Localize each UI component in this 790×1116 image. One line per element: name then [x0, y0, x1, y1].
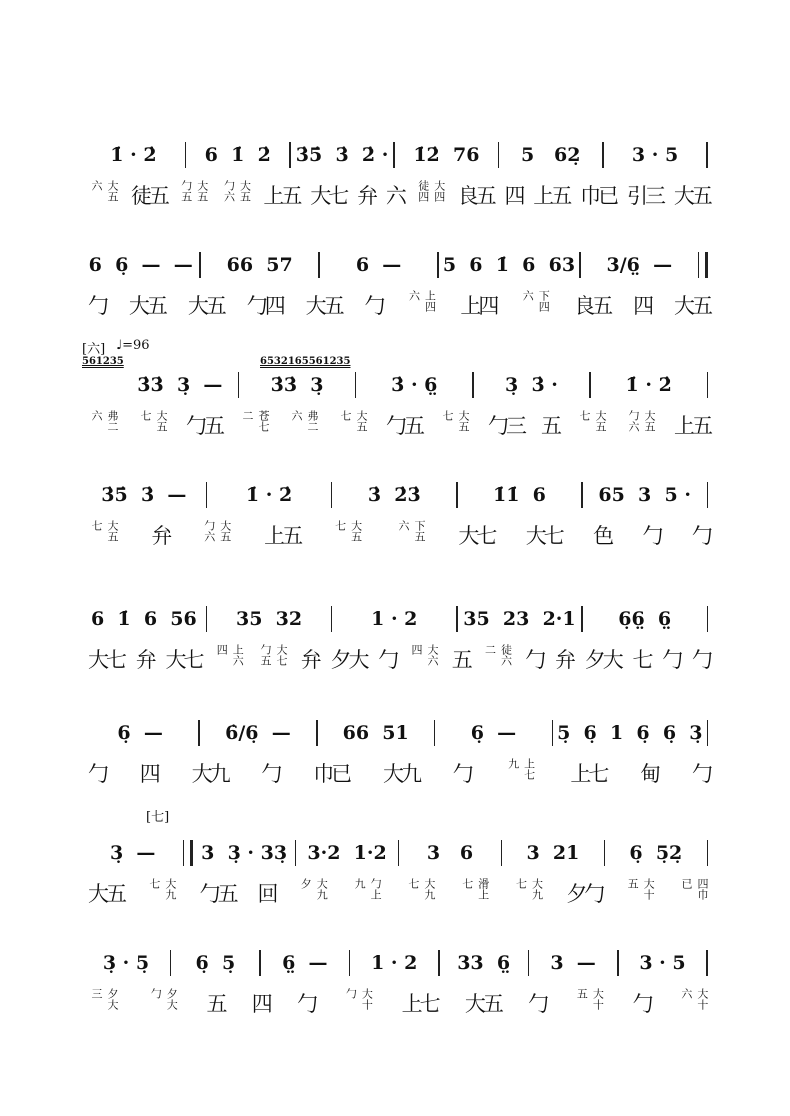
- barline: [238, 372, 240, 398]
- jianzi-character: 良五: [574, 294, 611, 318]
- jianzi-character: 夕大: [330, 648, 367, 672]
- jianzi-character: 勹: [378, 648, 397, 672]
- score-system: [86, 138, 712, 210]
- barline: [398, 840, 400, 866]
- grace-notes: 561235: [82, 356, 124, 367]
- jianzi-character: 弁: [300, 648, 319, 672]
- jianzi-character: 大七: [165, 648, 202, 672]
- jianzi-character: 弗二六: [90, 410, 119, 432]
- measure: 3 · 5: [631, 144, 679, 166]
- jianzi-tablature-line: [86, 290, 712, 320]
- jianzi-tablature-line: [86, 410, 712, 440]
- measure: 65 3 5 ·: [598, 484, 691, 506]
- jianzi-tablature-line: [86, 758, 712, 788]
- measure: 1 · 2: [371, 952, 418, 974]
- jianzi-character: 大七: [525, 524, 562, 548]
- measure: 3/6̤ —: [606, 254, 673, 276]
- jianzi-tablature-line: [86, 644, 712, 674]
- notation-line: [86, 716, 712, 750]
- jianzi-character: 大七勹五: [259, 644, 288, 666]
- notation-line: [86, 248, 712, 282]
- jianzi-character: 夕大: [584, 648, 621, 672]
- jianzi-character: 滑上七: [460, 878, 490, 900]
- measure: 3̇3̇ 3̣: [270, 374, 324, 396]
- jianzi-character: 大十六: [679, 988, 709, 1010]
- jianzi-character: 上五: [264, 524, 301, 548]
- jianzi-character: 甸: [640, 762, 659, 786]
- barline: [617, 950, 619, 976]
- jianzi-character: 大五: [673, 294, 710, 318]
- jianzi-character: 勹: [452, 762, 471, 786]
- measure: 1̇ · 2̇: [625, 374, 672, 396]
- score-system: [86, 248, 712, 320]
- measure: 33 6̤: [457, 952, 511, 974]
- barline: [289, 142, 291, 168]
- barline: [434, 720, 436, 746]
- jianzi-character: 五: [206, 992, 225, 1016]
- jianzi-character: 弁: [135, 648, 154, 672]
- barline: [295, 840, 297, 866]
- barline: [707, 482, 709, 508]
- measure: 6 1̇ 6 56: [90, 608, 197, 630]
- jianzi-character: 大五: [673, 184, 710, 208]
- jianzi-character: 良五: [457, 184, 494, 208]
- measure: 3̇ 2̇3̇: [367, 484, 421, 506]
- measure: 6̤ —: [282, 952, 328, 974]
- barline: [318, 252, 320, 278]
- barline: [602, 142, 604, 168]
- barline: [707, 372, 709, 398]
- barline: [706, 950, 708, 976]
- jianzi-character: 大五勹五: [179, 180, 209, 202]
- measure: 3̇3̇ 3̣ —: [137, 374, 223, 396]
- notation-line: [86, 368, 712, 402]
- measure: 66 57: [226, 254, 293, 276]
- barline: [316, 720, 318, 746]
- score-system: [86, 478, 712, 550]
- measure: 3̇ · 6̤: [391, 374, 438, 396]
- jianzi-character: 弗二六: [290, 410, 319, 432]
- jianzi-character: 勹: [261, 762, 280, 786]
- jianzi-character: 四: [251, 992, 270, 1016]
- measure: 3·2 1·2: [307, 842, 387, 864]
- barline: [355, 372, 357, 398]
- measure: 5̣ 6̣ 1 6̣ 6̣ 3̣: [557, 722, 703, 744]
- jianzi-character: 七: [632, 648, 651, 672]
- jianzi-character: 弁: [151, 524, 170, 548]
- jianzi-character: 勹上九: [353, 878, 383, 900]
- jianzi-character: 勹: [632, 992, 651, 1016]
- jianzi-character: 六: [385, 184, 404, 208]
- jianzi-character: 大五七: [139, 410, 168, 432]
- notation-line: [86, 946, 712, 980]
- jianzi-character: 上七: [570, 762, 607, 786]
- jianzi-character: 夕大勹: [149, 988, 179, 1010]
- section-marker: [七]: [146, 810, 170, 825]
- jianzi-character: 四: [139, 762, 158, 786]
- jianzi-character: 大七: [310, 184, 347, 208]
- jianzi-character: 夕勹: [566, 882, 603, 906]
- jianzi-character: 大五七: [90, 520, 119, 542]
- jianzi-character: 苍七二: [241, 410, 270, 432]
- measure: 35 32: [235, 608, 303, 630]
- measure: 3 6: [426, 842, 474, 864]
- measure: 5 62̣: [520, 144, 581, 166]
- jianzi-character: 引三: [626, 184, 663, 208]
- measure: 6̣ —: [117, 722, 163, 744]
- barline: [698, 252, 708, 278]
- jianzi-character: 大九七: [147, 878, 177, 900]
- jianzi-character: 夕大三: [90, 988, 119, 1010]
- jianzi-character: 大五: [128, 294, 165, 318]
- measure: 1̇1̇ 6: [493, 484, 546, 506]
- jianzi-character: 勹: [364, 294, 383, 318]
- measure: 3̣ —: [109, 842, 156, 864]
- barline: [456, 482, 458, 508]
- jianzi-character: 大九七: [406, 878, 436, 900]
- barline: [581, 606, 583, 632]
- jianzi-character: 下四六: [521, 290, 551, 312]
- barline: [498, 142, 500, 168]
- barline: [456, 606, 458, 632]
- measure: 6 6̣ — —: [88, 254, 193, 276]
- grace-notes: 6532165561235: [260, 356, 351, 367]
- score-system: [82, 338, 712, 440]
- jianzi-character: 徒五: [130, 184, 167, 208]
- barline: [259, 950, 261, 976]
- jianzi-character: 大六四: [410, 644, 439, 666]
- jianzi-character: 上七九: [506, 758, 536, 780]
- score-system: [86, 810, 712, 908]
- jianzi-character: 大五勹六: [222, 180, 252, 202]
- measure: 1̇ · 2̇: [110, 144, 157, 166]
- notation-line: [86, 602, 712, 636]
- measure: 3 —: [550, 952, 596, 974]
- jianzi-character: 勹三: [488, 414, 524, 438]
- barline: [185, 142, 187, 168]
- jianzi-character: 上五: [533, 184, 570, 208]
- barline: [438, 950, 440, 976]
- jianzi-character: 上六四: [215, 644, 245, 666]
- jianzi-character: 四巾已: [679, 878, 709, 900]
- jianzi-character: 大五: [88, 882, 124, 906]
- barline: [331, 606, 333, 632]
- jianzi-character: 大五勹六: [202, 520, 232, 542]
- barline: [706, 142, 708, 168]
- jianzi-character: 四: [504, 184, 523, 208]
- measure: 3 · 5: [639, 952, 686, 974]
- measure: 6̇/6̣ —: [225, 722, 291, 744]
- score-system: [86, 716, 712, 788]
- jianzi-character: 勹: [692, 648, 710, 672]
- jianzi-character: 勹四: [246, 294, 283, 318]
- jianzi-character: 大十勹: [344, 988, 374, 1010]
- jianzi-tablature-line: [86, 988, 712, 1018]
- notation-line: [86, 836, 712, 870]
- jianzi-character: 四: [633, 294, 652, 318]
- jianzi-character: 大九七: [514, 878, 544, 900]
- jianzi-character: 大五勹六: [627, 410, 656, 432]
- jianzi-character: 勹五: [186, 414, 222, 438]
- measure: 3̣ 3̇ ·: [505, 374, 558, 396]
- section-marker: [六]: [82, 342, 106, 357]
- measure: 6̣ 5̣2̣: [629, 842, 683, 864]
- barline: [199, 252, 201, 278]
- jianzi-character: 巾已: [580, 184, 617, 208]
- measure: 5 6 1̇ 6 63: [442, 254, 576, 276]
- barline: [206, 606, 208, 632]
- jianzi-tablature-line: [86, 878, 712, 908]
- measure: 66 51: [342, 722, 409, 744]
- measure: 1̇ · 2̇: [245, 484, 293, 506]
- jianzi-character: 五: [541, 414, 559, 438]
- jianzi-character: 勹: [642, 524, 661, 548]
- barline: [707, 720, 709, 746]
- barline: [183, 840, 193, 866]
- measure: 6 1̇ 2̇: [204, 144, 271, 166]
- notation-line: [86, 138, 712, 172]
- jianzi-character: 大五七: [333, 520, 363, 542]
- jianzi-tablature-line: [86, 180, 712, 210]
- notation-line: [86, 478, 712, 512]
- jianzi-character: 大五: [187, 294, 224, 318]
- jianzi-tablature-line: [86, 520, 712, 550]
- barline: [472, 372, 474, 398]
- measure: 3 3̣ · 33̣: [201, 842, 288, 864]
- jianzi-character: 上四六: [407, 290, 437, 312]
- jianzi-character: 勹: [297, 992, 316, 1016]
- barline: [589, 372, 591, 398]
- barline: [579, 252, 581, 278]
- jianzi-character: 徒六二: [483, 644, 513, 666]
- barline: [604, 840, 606, 866]
- jianzi-character: 大五七: [578, 410, 607, 432]
- score-system: [86, 602, 712, 674]
- jianzi-character: 勹: [88, 762, 106, 786]
- jianzi-character: 勹: [525, 648, 544, 672]
- jianzi-character: 大五: [305, 294, 342, 318]
- score-system: [86, 946, 712, 1018]
- jianzi-character: 上七: [401, 992, 438, 1016]
- measure: 3 21: [526, 842, 580, 864]
- jianzi-character: 勹: [691, 762, 710, 786]
- measure: 6 —: [355, 254, 402, 276]
- measure: 6̣ —: [470, 722, 517, 744]
- barline: [206, 482, 208, 508]
- jianzi-character: 下五六: [396, 520, 426, 542]
- jianzi-character: 大四徒四: [416, 180, 446, 202]
- jianzi-character: 勹: [691, 524, 710, 548]
- jianzi-character: 大七: [458, 524, 495, 548]
- jianzi-character: 大十五: [575, 988, 605, 1010]
- jianzi-character: 巾已: [313, 762, 350, 786]
- jianzi-character: 上五: [674, 414, 710, 438]
- measure: 1 · 2: [371, 608, 418, 630]
- jianzi-character: 勹五: [386, 414, 422, 438]
- measure: 3̇5̇ 3̇ 2̇ ·: [295, 144, 389, 166]
- jianzi-character: 大九: [191, 762, 228, 786]
- jianzi-character: 大五六: [90, 180, 119, 202]
- barline: [198, 720, 200, 746]
- jianzi-character: 勹: [662, 648, 681, 672]
- measure: 35 23 2·1: [463, 608, 576, 630]
- jianzi-character: 回: [257, 882, 276, 906]
- barline: [581, 482, 583, 508]
- barline: [501, 840, 503, 866]
- barline: [331, 482, 333, 508]
- barline: [528, 950, 530, 976]
- measure: 6̣6̤ 6̤: [618, 608, 672, 630]
- measure: 3̣ · 5̣: [102, 952, 150, 974]
- jianzi-character: 弁: [555, 648, 573, 672]
- jianzi-character: 上五: [263, 184, 300, 208]
- barline: [552, 720, 554, 746]
- jianzi-character: 大五七: [441, 410, 470, 432]
- measure: 3̇5̇ 3̇ —: [101, 484, 187, 506]
- barline: [707, 606, 709, 632]
- jianzi-character: 大五: [464, 992, 501, 1016]
- jianzi-character: 大七: [88, 648, 124, 672]
- jianzi-character: 色: [593, 524, 612, 548]
- barline: [170, 950, 172, 976]
- measure: 6̣ 5̣: [195, 952, 236, 974]
- jianzi-character: 大五七: [339, 410, 368, 432]
- barline: [707, 840, 709, 866]
- measure: 1̇2̇ 76: [413, 144, 480, 166]
- jianzi-character: 勹: [528, 992, 547, 1016]
- jianzi-character: 弁: [357, 184, 376, 208]
- barline: [349, 950, 351, 976]
- jianzi-character: 五: [451, 648, 470, 672]
- jianzi-character: 勹五: [199, 882, 236, 906]
- tempo-marking: ♩=96: [116, 338, 150, 353]
- jianzi-character: 勹: [88, 294, 106, 318]
- barline: [437, 252, 439, 278]
- barline: [393, 142, 395, 168]
- jianzi-character: 大十五: [626, 878, 656, 900]
- jianzi-character: 大九: [382, 762, 419, 786]
- jianzi-character: 大九夕: [299, 878, 329, 900]
- jianzi-character: 上四: [460, 294, 497, 318]
